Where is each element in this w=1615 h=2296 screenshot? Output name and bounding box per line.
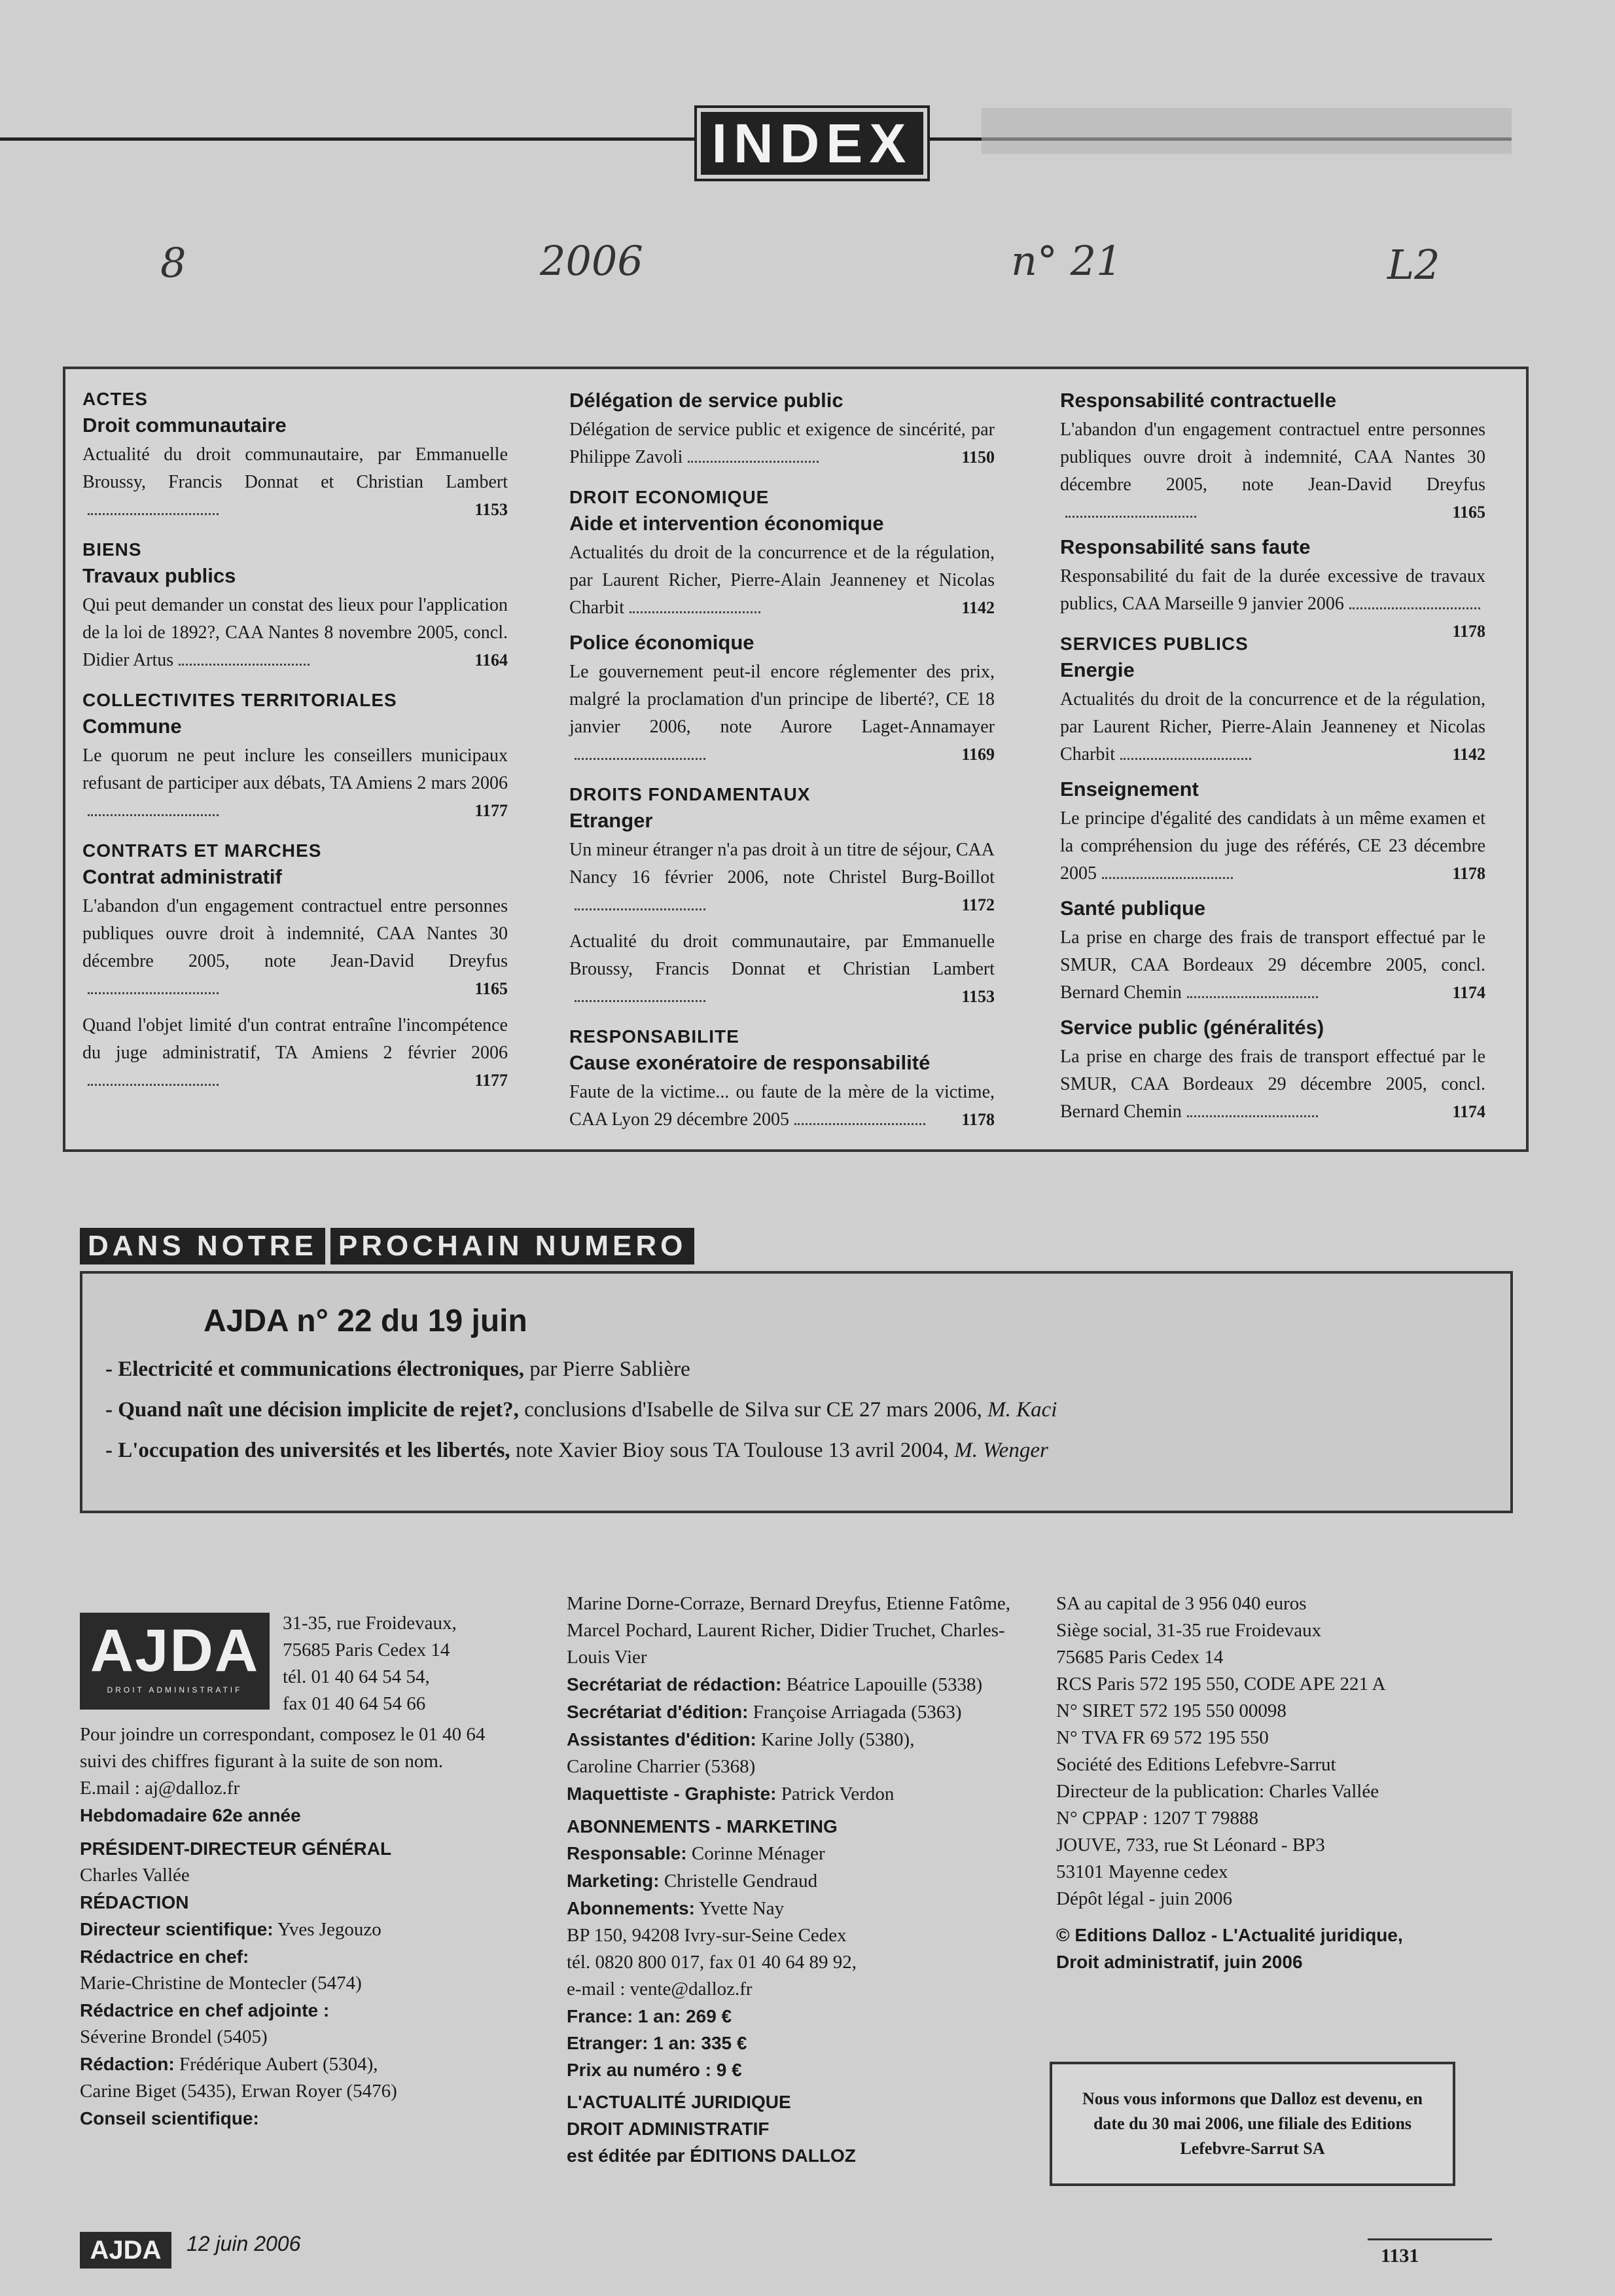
index-section: RESPONSABILITE (569, 1026, 739, 1047)
index-subsection: Travaux publics (82, 564, 236, 587)
index-entry: Délégation de service public et exigence de sincérité, par Philippe Zavoli 1150 (569, 420, 995, 467)
next-issue-heading: AJDA n° 22 du 19 juin (204, 1304, 527, 1338)
contact-note: Pour joindre un correspondant, composez le 01 40 64 suivi des chiffres figurant à la suite de son nom. (80, 1724, 486, 1772)
index-subsection: Etranger (569, 809, 653, 832)
credits-column-3: SA au capital de 3 956 040 euros Siège social, 31-35 rue Froidevaux 75685 Paris Cedex 14 RCS Paris 572 195 550, CODE APE 221 A N° SIRET 572 195 550 00098 N° TVA FR 69 572 195 550 Société des Editions Lefebvre-Sarrut Directeur de la publication: Charles Vallée N° CPPAP : 1207 T 79888 JOUVE, 733, rue St Léonard - BP3 53101 Mayenne cedex Dépôt légal - juin 2006 © Editions Dalloz - L'Actualité juridique, Droit administratif, juin 2006 (1056, 1593, 1403, 1972)
next-issue-label: DANS NOTRE (80, 1228, 325, 1265)
index-subsection: Aide et intervention économique (569, 512, 884, 535)
index-subsection: Commune (82, 715, 182, 738)
index-column (1060, 382, 1485, 1135)
index-column (82, 382, 508, 1103)
index-section: CONTRATS ET MARCHES (82, 840, 322, 861)
index-subsection: Service public (généralités) (1060, 1016, 1324, 1039)
index-entry: Quand l'objet limité d'un contrat entraîne l'incompétence du juge administratif, TA Amiens 2 février 2006 1177 (82, 1015, 508, 1090)
index-entry: L'abandon d'un engagement contractuel entre personnes publiques ouvre droit à indemnité, CAA Nantes 30 décembre 2005, note Jean-David Dreyfus 1165 (82, 896, 508, 998)
index-subsection: Responsabilité sans faute (1060, 535, 1311, 558)
page-title: INDEX (697, 108, 927, 179)
index-entry: Actualité du droit communautaire, par Emmanuelle Broussy, Francis Donnat et Christian Lambert 1153 (82, 444, 508, 519)
index-section: BIENS (82, 539, 142, 560)
index-subsection: Police économique (569, 631, 754, 654)
footer-logo: AJDA (80, 2232, 171, 2269)
index-entry: L'abandon d'un engagement contractuel entre personnes publiques ouvre droit à indemnité, CAA Nantes 30 décembre 2005, note Jean-David Dreyfus 1165 (1060, 420, 1485, 522)
index-box (63, 367, 1529, 1152)
index-entry: Le gouvernement peut-il encore réglementer des prix, malgré la proclamation d'un principe de liberté?, CE 18 janvier 2006, note Aurore Laget-Annamayer 1169 (569, 662, 995, 764)
index-subsection: Contrat administratif (82, 865, 282, 888)
page-number: 1131 (1381, 2245, 1419, 2267)
index-entry: Responsabilité du fait de la durée excessive de travaux publics, CAA Marseille 9 janvier 2006 1178 (1060, 566, 1485, 641)
handwritten-note: 2006 (540, 237, 643, 285)
next-issue-banner (80, 1228, 694, 1265)
footer-rule (1368, 2238, 1492, 2240)
index-subsection: Responsabilité contractuelle (1060, 389, 1337, 412)
index-entry: Actualité du droit communautaire, par Emmanuelle Broussy, Francis Donnat et Christian Lambert 1153 (569, 931, 995, 1006)
index-entry: Le quorum ne peut inclure les conseillers municipaux refusant de participer aux débats, TA Amiens 2 mars 2006 1177 (82, 745, 508, 820)
ajda-logo: AJDA DROIT ADMINISTRATIF (80, 1613, 270, 1710)
index-subsection: Cause exonératoire de responsabilité (569, 1051, 931, 1074)
publisher-address: 31-35, rue Froidevaux, 75685 Paris Cedex 14 tél. 01 40 64 54 54, fax 01 40 64 54 66 (283, 1613, 457, 1714)
index-subsection: Délégation de service public (569, 389, 843, 412)
next-issue-item: - Electricité et communications électroniques, par Pierre Sablière (105, 1357, 690, 1381)
index-entry: La prise en charge des frais de transport effectué par le SMUR, CAA Bordeaux 29 décembre 2005, concl. Bernard Chemin 1174 (1060, 927, 1485, 1003)
index-subsection: Enseignement (1060, 778, 1199, 800)
index-entry: Un mineur étranger n'a pas droit à un titre de séjour, CAA Nancy 16 février 2006, note Christel Burg-Boillot 1172 (569, 840, 995, 914)
index-subsection: Energie (1060, 658, 1135, 681)
index-entry: Actualités du droit de la concurrence et de la régulation, par Laurent Richer, Pierre-Alain Jeanneney et Nicolas Charbit 1142 (1060, 689, 1485, 764)
handwritten-note: 8 (160, 239, 186, 287)
credits-column-2: Marine Dorne-Corraze, Bernard Dreyfus, Etienne Fatôme, Marcel Pochard, Laurent Richer, Didier Truchet, Charles-Louis Vier Secrétariat de rédaction: Béatrice Lapouille (5338) Secrétariat d'édition: Françoise Arriagada (5363) Assistantes d'édition: Karine Jolly (5380), Caroline Charrier (5368) Maquettiste - Graphiste: Patrick Verdon ABONNEMENTS - MARKETING Responsable: Corinne Ménager Marketing: Christelle Gendraud Abonnements: Yvette Nay BP 150, 94208 Ivry-sur-Seine Cedex tél. 0820 800 017, fax 01 40 64 89 92, e-mail : vente@dalloz.fr France: 1 an: 269 € Etranger: 1 an: 335 € Prix au numéro : 9 € L'ACTUALITÉ JURIDIQUE DROIT ADMINISTRATIF est éditée par ÉDITIONS DALLOZ (567, 1593, 1011, 2166)
index-column (569, 382, 995, 1143)
handwritten-note: L2 (1387, 241, 1440, 289)
next-issue-item: - Quand naît une décision implicite de rejet?, conclusions d'Isabelle de Silva sur CE 27 mars 2006, M. Kaci (105, 1398, 1057, 1422)
index-subsection: Santé publique (1060, 897, 1206, 920)
index-entry: Faute de la victime... ou faute de la mère de la victime, CAA Lyon 29 décembre 2005 1178 (569, 1082, 995, 1130)
credits-column-1: Pour joindre un correspondant, composez le 01 40 64 suivi des chiffres figurant à la suite de son nom. E.mail : aj@dalloz.fr Hebdomadaire 62e année PRÉSIDENT-DIRECTEUR GÉNÉRAL Charles Vallée RÉDACTION Directeur scientifique: Yves Jegouzo Rédactrice en chef: Marie-Christine de Montecler (5474) Rédactrice en chef adjointe : Séverine Brondel (5405) Rédaction: Frédérique Aubert (5304), Carine Biget (5435), Erwan Royer (5476) Conseil scientifique: (80, 1721, 499, 2132)
next-issue-item: - L'occupation des universités et les libertés, note Xavier Bioy sous TA Toulouse 13 avril 2004, M. Wenger (105, 1439, 1048, 1462)
next-issue-box (80, 1271, 1513, 1513)
footer-date: 12 juin 2006 (186, 2232, 301, 2255)
index-section: SERVICES PUBLICS (1060, 634, 1249, 654)
index-entry: Le principe d'égalité des candidats à un même examen et la compréhension du juge des référés, CE 23 décembre 2005 1178 (1060, 808, 1485, 884)
notice-box: Nous vous informons que Dalloz est devenu, en date du 30 mai 2006, une filiale des Editions Lefebvre-Sarrut SA (1050, 2062, 1455, 2186)
index-entry: Qui peut demander un constat des lieux pour l'application de la loi de 1892?, CAA Nantes 8 novembre 2005, concl. Didier Artus 1164 (82, 595, 508, 670)
index-entry: Actualités du droit de la concurrence et de la régulation, par Laurent Richer, Pierre-Alain Jeanneney et Nicolas Charbit 1142 (569, 543, 995, 618)
bleed-through-tab (982, 108, 1512, 154)
index-section: COLLECTIVITES TERRITORIALES (82, 690, 397, 710)
handwritten-note: n° 21 (1011, 237, 1122, 285)
index-section: DROIT ECONOMIQUE (569, 487, 770, 507)
index-section: ACTES (82, 389, 148, 409)
index-entry: La prise en charge des frais de transport effectué par le SMUR, CAA Bordeaux 29 décembre 2005, concl. Bernard Chemin 1174 (1060, 1047, 1485, 1122)
index-subsection: Droit communautaire (82, 414, 287, 437)
index-section: DROITS FONDAMENTAUX (569, 784, 811, 804)
next-issue-label: PROCHAIN NUMERO (325, 1228, 694, 1265)
email: E.mail : aj@dalloz.fr (80, 1778, 240, 1799)
